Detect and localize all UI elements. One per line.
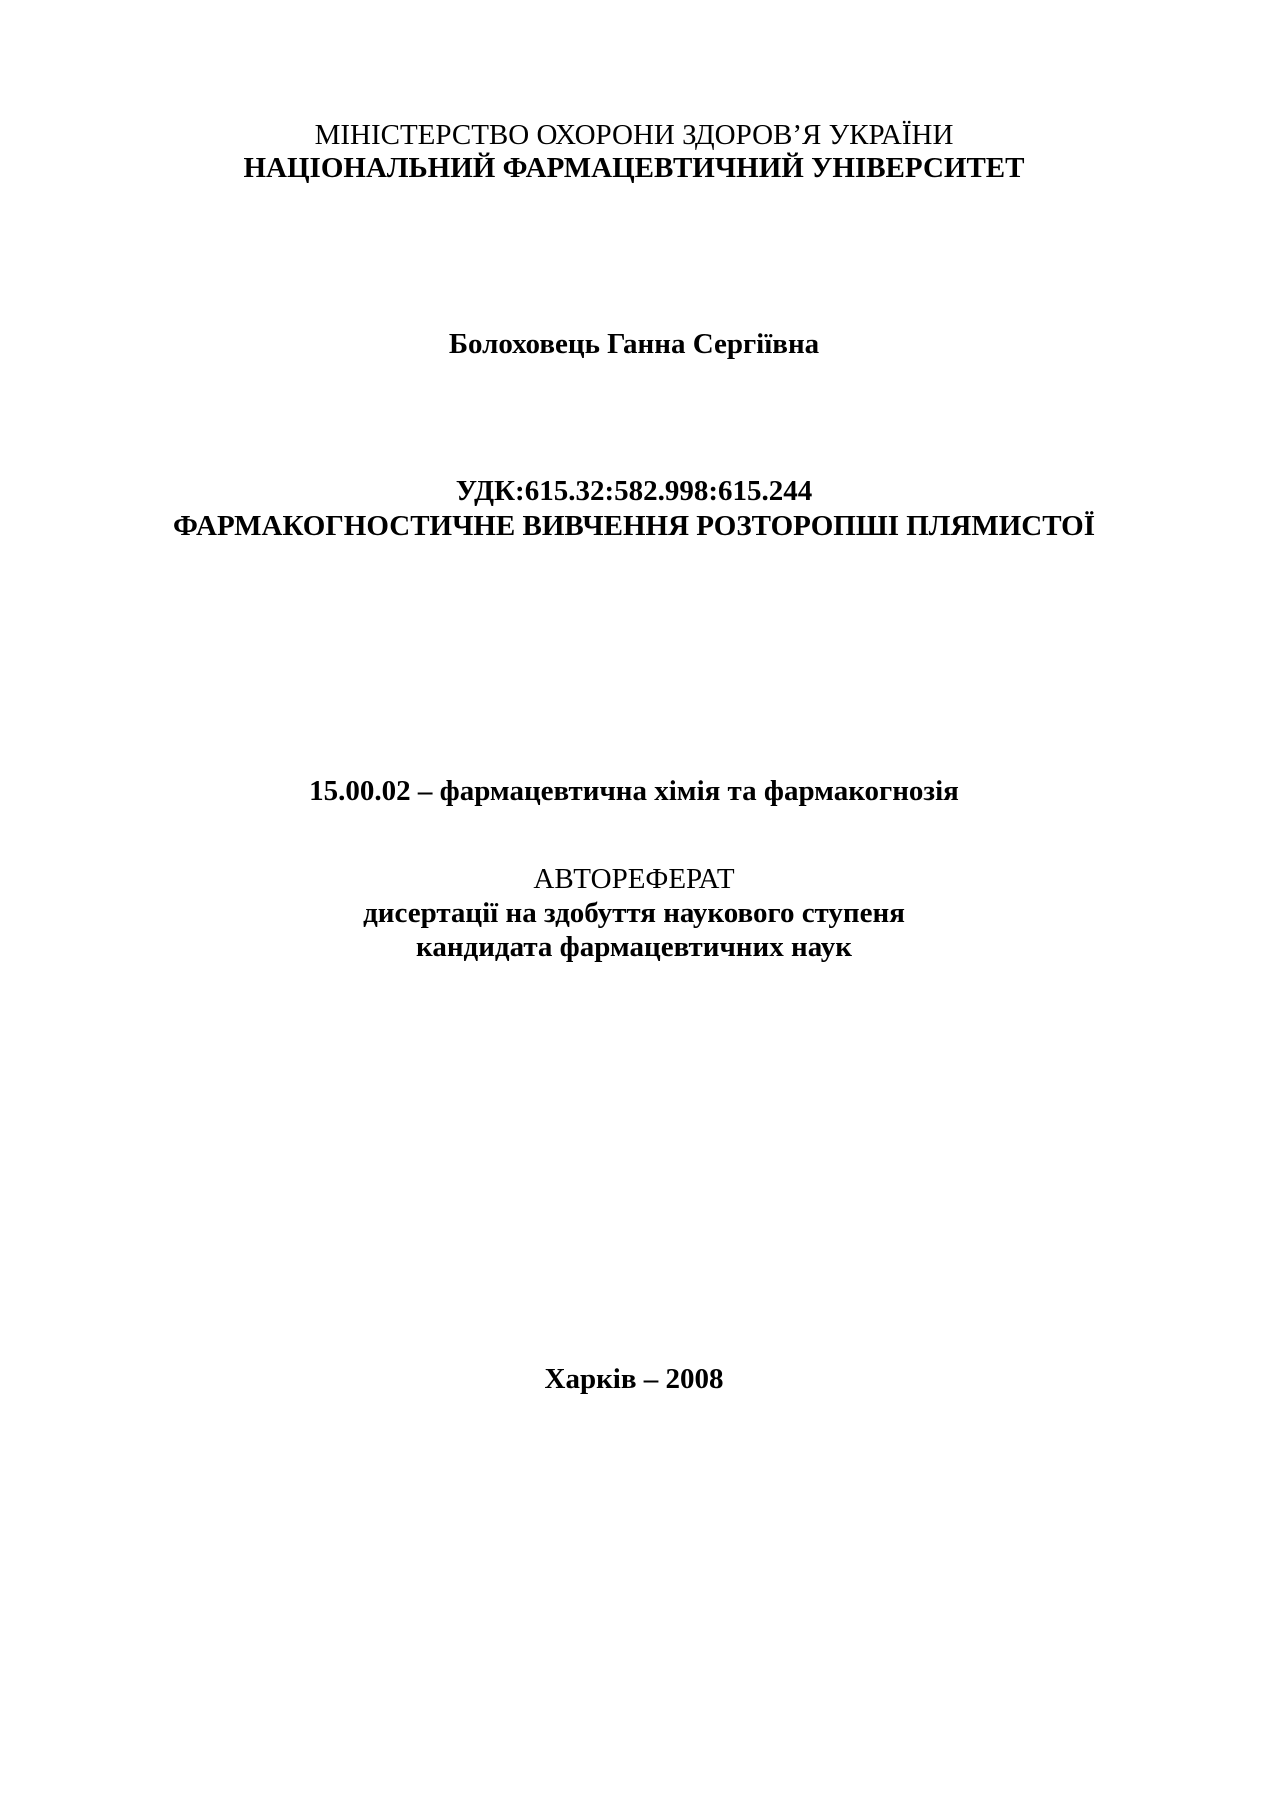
udk-code: УДК:615.32:582.998:615.244 — [455, 475, 813, 507]
city-year: Харків – 2008 — [544, 1363, 724, 1395]
author-name: Болоховець Ганна Сергіївна — [448, 328, 820, 360]
work-title: ФАРМАКОГНОСТИЧНЕ ВИВЧЕННЯ РОЗТОРОПШІ ПЛЯМИСТОЇ — [172, 510, 1096, 542]
ministry-name: МІНІСТЕРСТВО ОХОРОНИ ЗДОРОВ’Я УКРАЇНИ — [314, 119, 954, 151]
abstract-purpose: дисертації на здобуття наукового ступеня — [363, 897, 905, 929]
specialty-code: 15.00.02 – фармацевтична хімія та фармакогнозія — [309, 775, 959, 807]
abstract-label: АВТОРЕФЕРАТ — [533, 863, 735, 895]
abstract-degree: кандидата фармацевтичних наук — [416, 931, 852, 963]
university-name: НАЦІОНАЛЬНИЙ ФАРМАЦЕВТИЧНИЙ УНІВЕРСИТЕТ — [243, 152, 1025, 184]
